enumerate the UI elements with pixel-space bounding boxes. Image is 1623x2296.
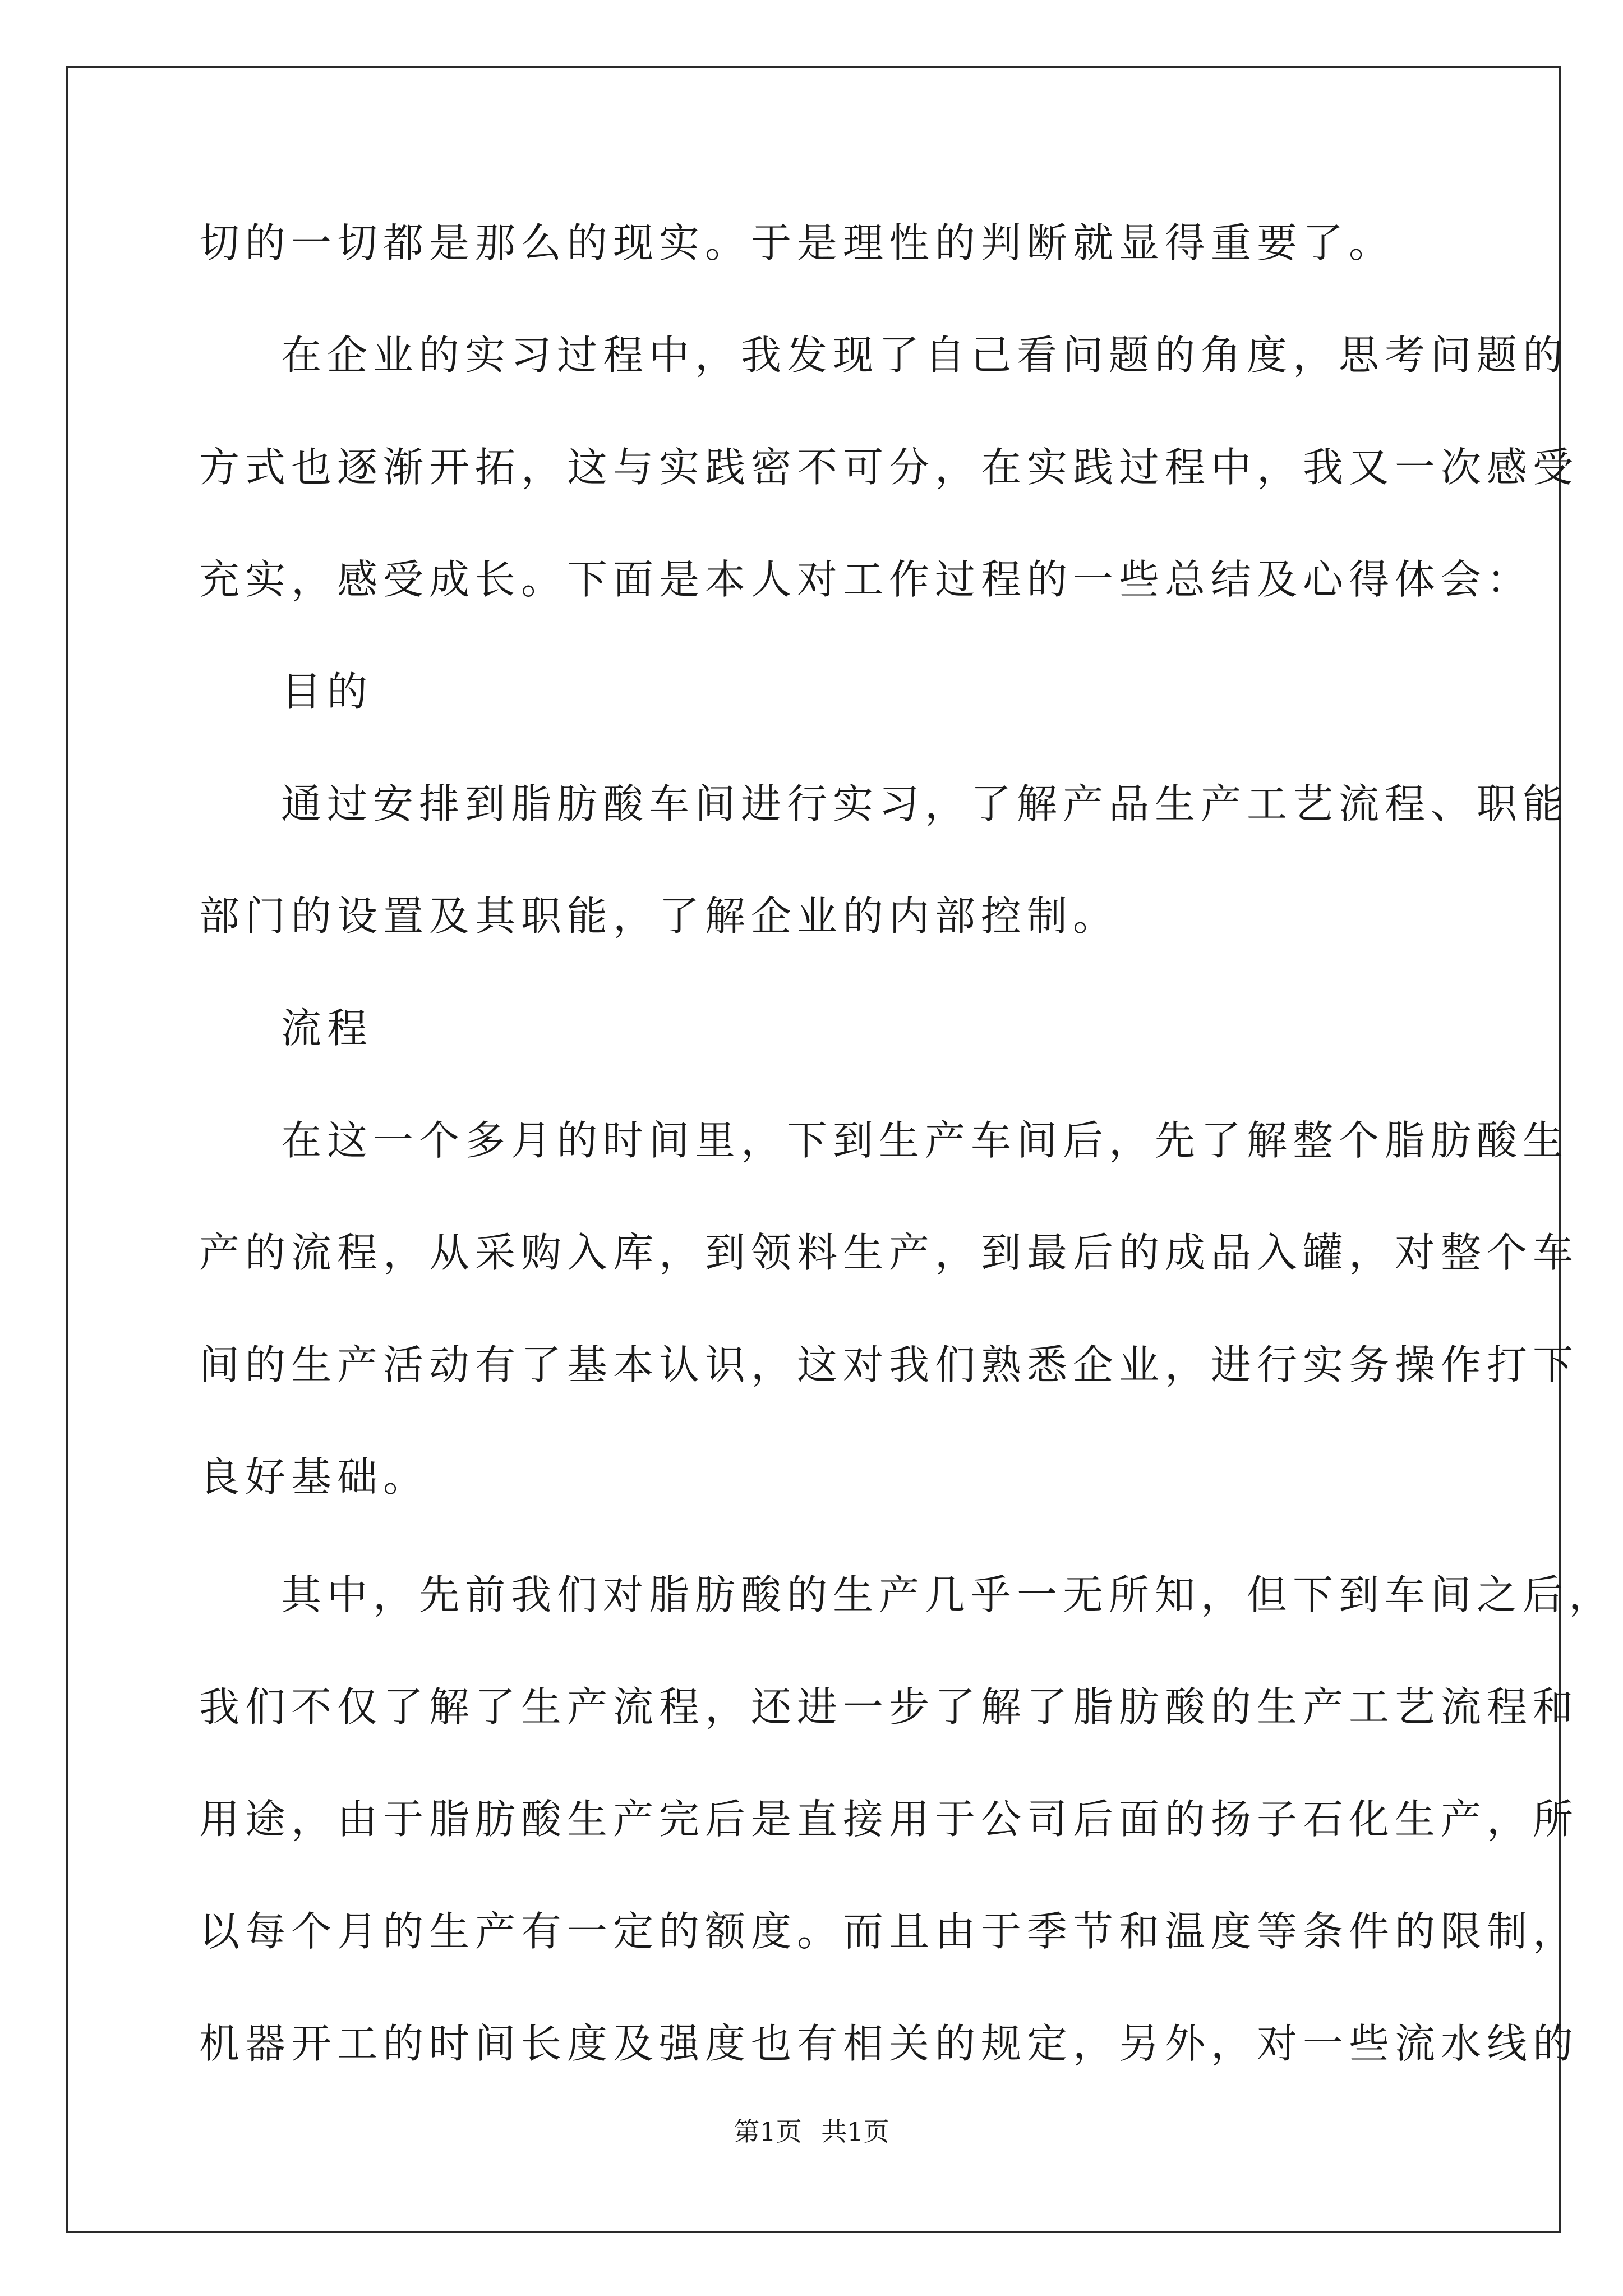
paragraph-line: 充实，感受成长。下面是本人对工作过程的一些总结及心得体会： xyxy=(199,556,1533,603)
paragraph-line: 在企业的实习过程中，我发现了自己看问题的角度，思考问题的 xyxy=(281,332,1569,379)
paragraph-line: 通过安排到脂肪酸车间进行实习，了解产品生产工艺流程、职能 xyxy=(281,780,1569,827)
paragraph-line: 间的生产活动有了基本认识，这对我们熟悉企业，进行实务操作打下 xyxy=(199,1341,1579,1388)
section-heading: 目的 xyxy=(281,668,374,715)
paragraph-line: 在这一个多月的时间里，下到生产车间后，先了解整个脂肪酸生 xyxy=(281,1117,1569,1164)
paragraph-line: 机器开工的时间长度及强度也有相关的规定，另外，对一些流水线的 xyxy=(199,2020,1579,2067)
paragraph-line: 其中，先前我们对脂肪酸的生产几乎一无所知，但下到车间之后， xyxy=(281,1571,1615,1618)
paragraph-line: 方式也逐渐开拓，这与实践密不可分，在实践过程中，我又一次感受 xyxy=(199,444,1579,491)
paragraph-line: 产的流程，从采购入库，到领料生产，到最后的成品入罐，对整个车 xyxy=(199,1229,1579,1276)
paragraph-line: 切的一切都是那么的现实。于是理性的判断就显得重要了。 xyxy=(199,219,1395,266)
paragraph-line: 部门的设置及其职能，了解企业的内部控制。 xyxy=(199,892,1119,940)
paragraph-line: 用途，由于脂肪酸生产完后是直接用于公司后面的扬子石化生产，所 xyxy=(199,1796,1579,1843)
page-number-footer: 第1页 共1页 xyxy=(734,2116,889,2147)
section-heading: 流程 xyxy=(281,1005,374,1052)
paragraph-line: 良好基础。 xyxy=(199,1453,430,1501)
paragraph-line: 以每个月的生产有一定的额度。而且由于季节和温度等条件的限制， xyxy=(199,1908,1579,1955)
paragraph-line: 我们不仅了解了生产流程，还进一步了解了脂肪酸的生产工艺流程和 xyxy=(199,1683,1579,1731)
